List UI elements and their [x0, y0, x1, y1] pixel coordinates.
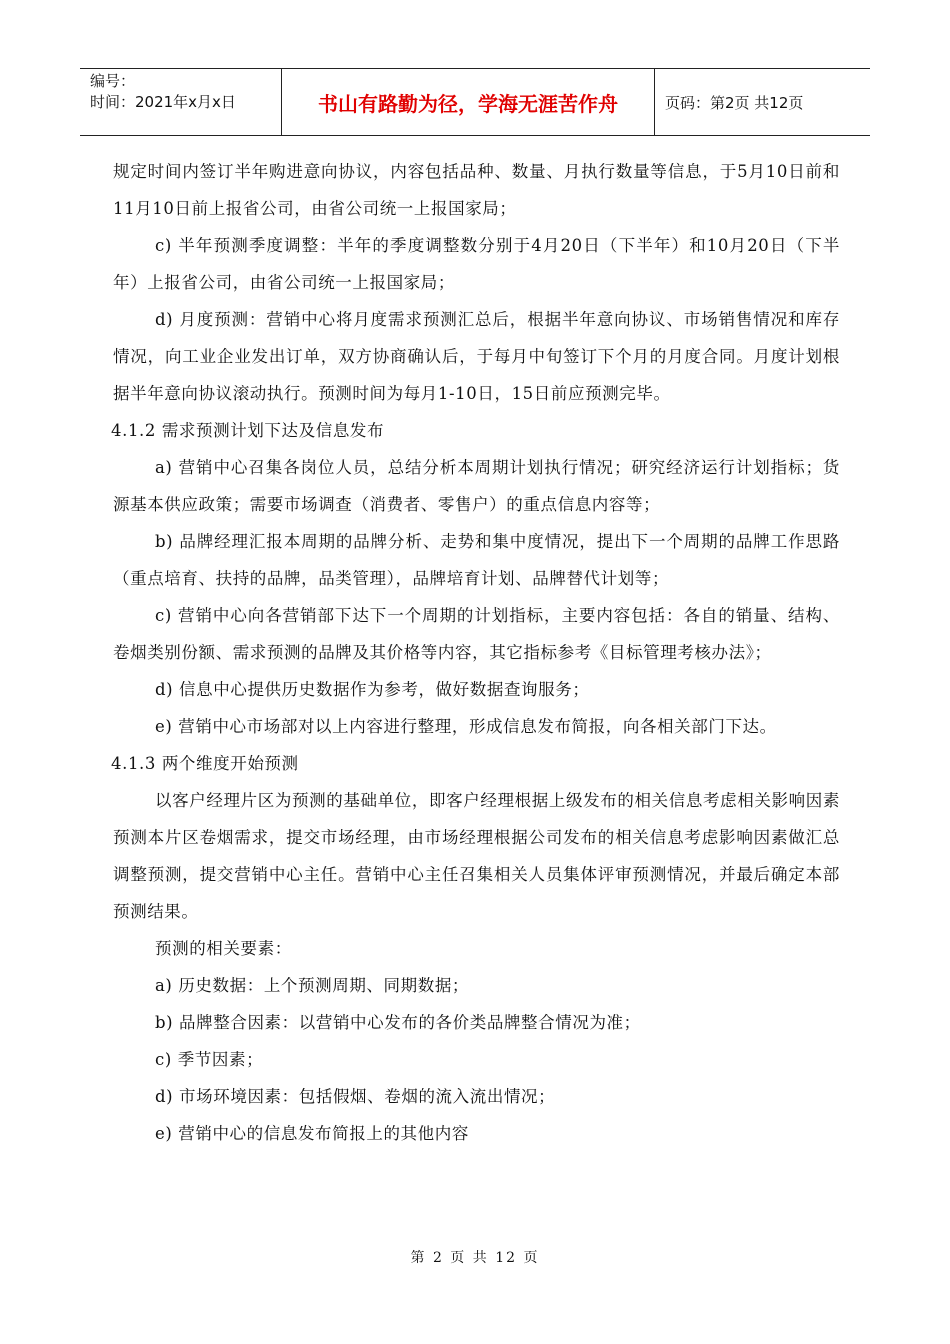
page-header	[80, 68, 870, 136]
paragraph: b) 品牌经理汇报本周期的品牌分析、走势和集中度情况，提出下一个周期的品牌工作思路（重点培育、扶持的品牌，品类管理），品牌培育计划、品牌替代计划等；	[113, 532, 840, 588]
paragraph: a) 历史数据：上个预测周期、同期数据；	[155, 976, 470, 995]
paragraph: 预测的相关要素：	[155, 939, 292, 958]
paragraph: d) 月度预测：营销中心将月度需求预测汇总后，根据半年意向协议、市场销售情况和库存情况，向工业企业发出订单，双方协商确认后，于每月中旬签订下个月的月度合同。月度计划根据半年意向协议滚动执行。预测时间为每月1-10日，15日前应预测完毕。	[113, 310, 840, 403]
document-number-label: 编号：	[90, 72, 136, 90]
paragraph: c) 半年预测季度调整：半年的季度调整数分别于4月20日（下半年）和10月20日（下半年）上报省公司，由省公司统一上报国家局；	[113, 236, 840, 292]
header-page-info: 页码：第2页 共12页	[665, 93, 804, 112]
section-heading: 4.1.3 两个维度开始预测	[111, 754, 299, 773]
document-time-label: 时间：2021年x月x日	[90, 93, 236, 111]
paragraph: b) 品牌整合因素：以营销中心发布的各价类品牌整合情况为准；	[155, 1013, 641, 1032]
document-body	[113, 153, 840, 1152]
header-slogan: 书山有路勤为径，学海无涯苦作舟	[282, 69, 655, 135]
section-heading: 4.1.2 需求预测计划下达及信息发布	[111, 421, 385, 440]
paragraph: 以客户经理片区为预测的基础单位，即客户经理根据上级发布的相关信息考虑相关影响因素预测本片区卷烟需求，提交市场经理，由市场经理根据公司发布的相关信息考虑影响因素做汇总调整预测，提交营销中心主任。营销中心主任召集相关人员集体评审预测情况，并最后确定本部预测结果。	[113, 791, 840, 921]
paragraph: d) 市场环境因素：包括假烟、卷烟的流入流出情况；	[155, 1087, 556, 1106]
paragraph: a) 营销中心召集各岗位人员，总结分析本周期计划执行情况；研究经济运行计划指标；货源基本供应政策；需要市场调查（消费者、零售户）的重点信息内容等；	[113, 458, 840, 514]
paragraph: c) 营销中心向各营销部下达下一个周期的计划指标，主要内容包括：各自的销量、结构、卷烟类别份额、需求预测的品牌及其价格等内容，其它指标参考《目标管理考核办法》；	[113, 606, 840, 662]
paragraph: c) 季节因素；	[155, 1050, 264, 1069]
paragraph: 规定时间内签订半年购进意向协议，内容包括品种、数量、月执行数量等信息，于5月10日前和11月10日前上报省公司，由省公司统一上报国家局；	[113, 162, 840, 218]
header-meta	[80, 69, 282, 135]
paragraph: e) 营销中心市场部对以上内容进行整理，形成信息发布简报，向各相关部门下达。	[155, 717, 777, 736]
paragraph: e) 营销中心的信息发布简报上的其他内容	[155, 1124, 469, 1143]
page-footer: 第 2 页 共 12 页	[410, 1250, 540, 1266]
paragraph: d) 信息中心提供历史数据作为参考，做好数据查询服务；	[155, 680, 590, 699]
